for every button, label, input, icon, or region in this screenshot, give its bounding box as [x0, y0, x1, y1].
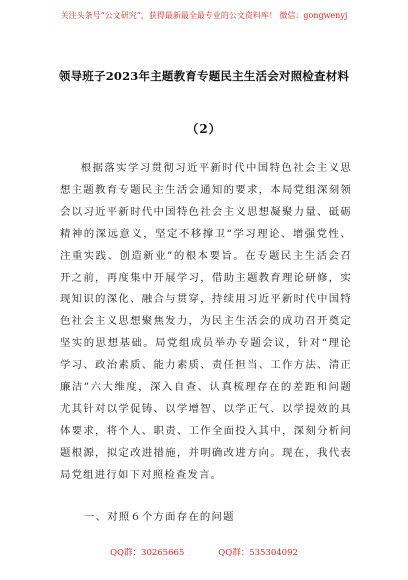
footer-qq-group-right: QQ群：535304092: [218, 548, 298, 558]
section-heading: 一、对照６个方面存在的问题: [84, 511, 235, 523]
document-title: 领导班子2023年主题教育专题民主生活会对照检查材料: [58, 69, 350, 83]
body-paragraph: 根据落实学习贯彻习近平新时代中国特色社会主义思想主题教育专题民主生活会通知的要求，本局党组深刻领会以习近平新时代中国特色社会主义思想凝聚力量、砥砺精神的深远意义，坚定不移撑卫“学习理论、增强党性、注重实践、创造新业”的根本要旨。在专题民主生活会召开之前，再度集中开展学习，借助主题教育理论研修，实现知识的深化、融合与贯穿，持续用习近平新时代中国特色社会主义思想聚焦发力，为民主生活会的成功召开奠定坚实的思想基础。局党组成员举办专题会议，针对“理论学习、政治素质、能力素质、责任担当、工作方法、清正廉洁”六大维度，深入自查、认真梳理存在的差距和问题尤其针对以学促铸、以学增智、以学正气、以学提效的具体要求，将个人、职责、工作全面投入其中，深刻分析问题根源，拟定改进措施，并明确改进方向。现在，我代表局党组进行如下对照检查发言。: [60, 162, 352, 481]
footer-qq-group-left: QQ群：30265665: [110, 548, 185, 558]
footer-contact: [0, 546, 408, 558]
header-banner: 关注头条号“公文研究”，获得最新最全最专业的公文资料库！ 微信：gongwenyj: [60, 11, 348, 20]
document-subtitle: （2）: [186, 122, 222, 136]
